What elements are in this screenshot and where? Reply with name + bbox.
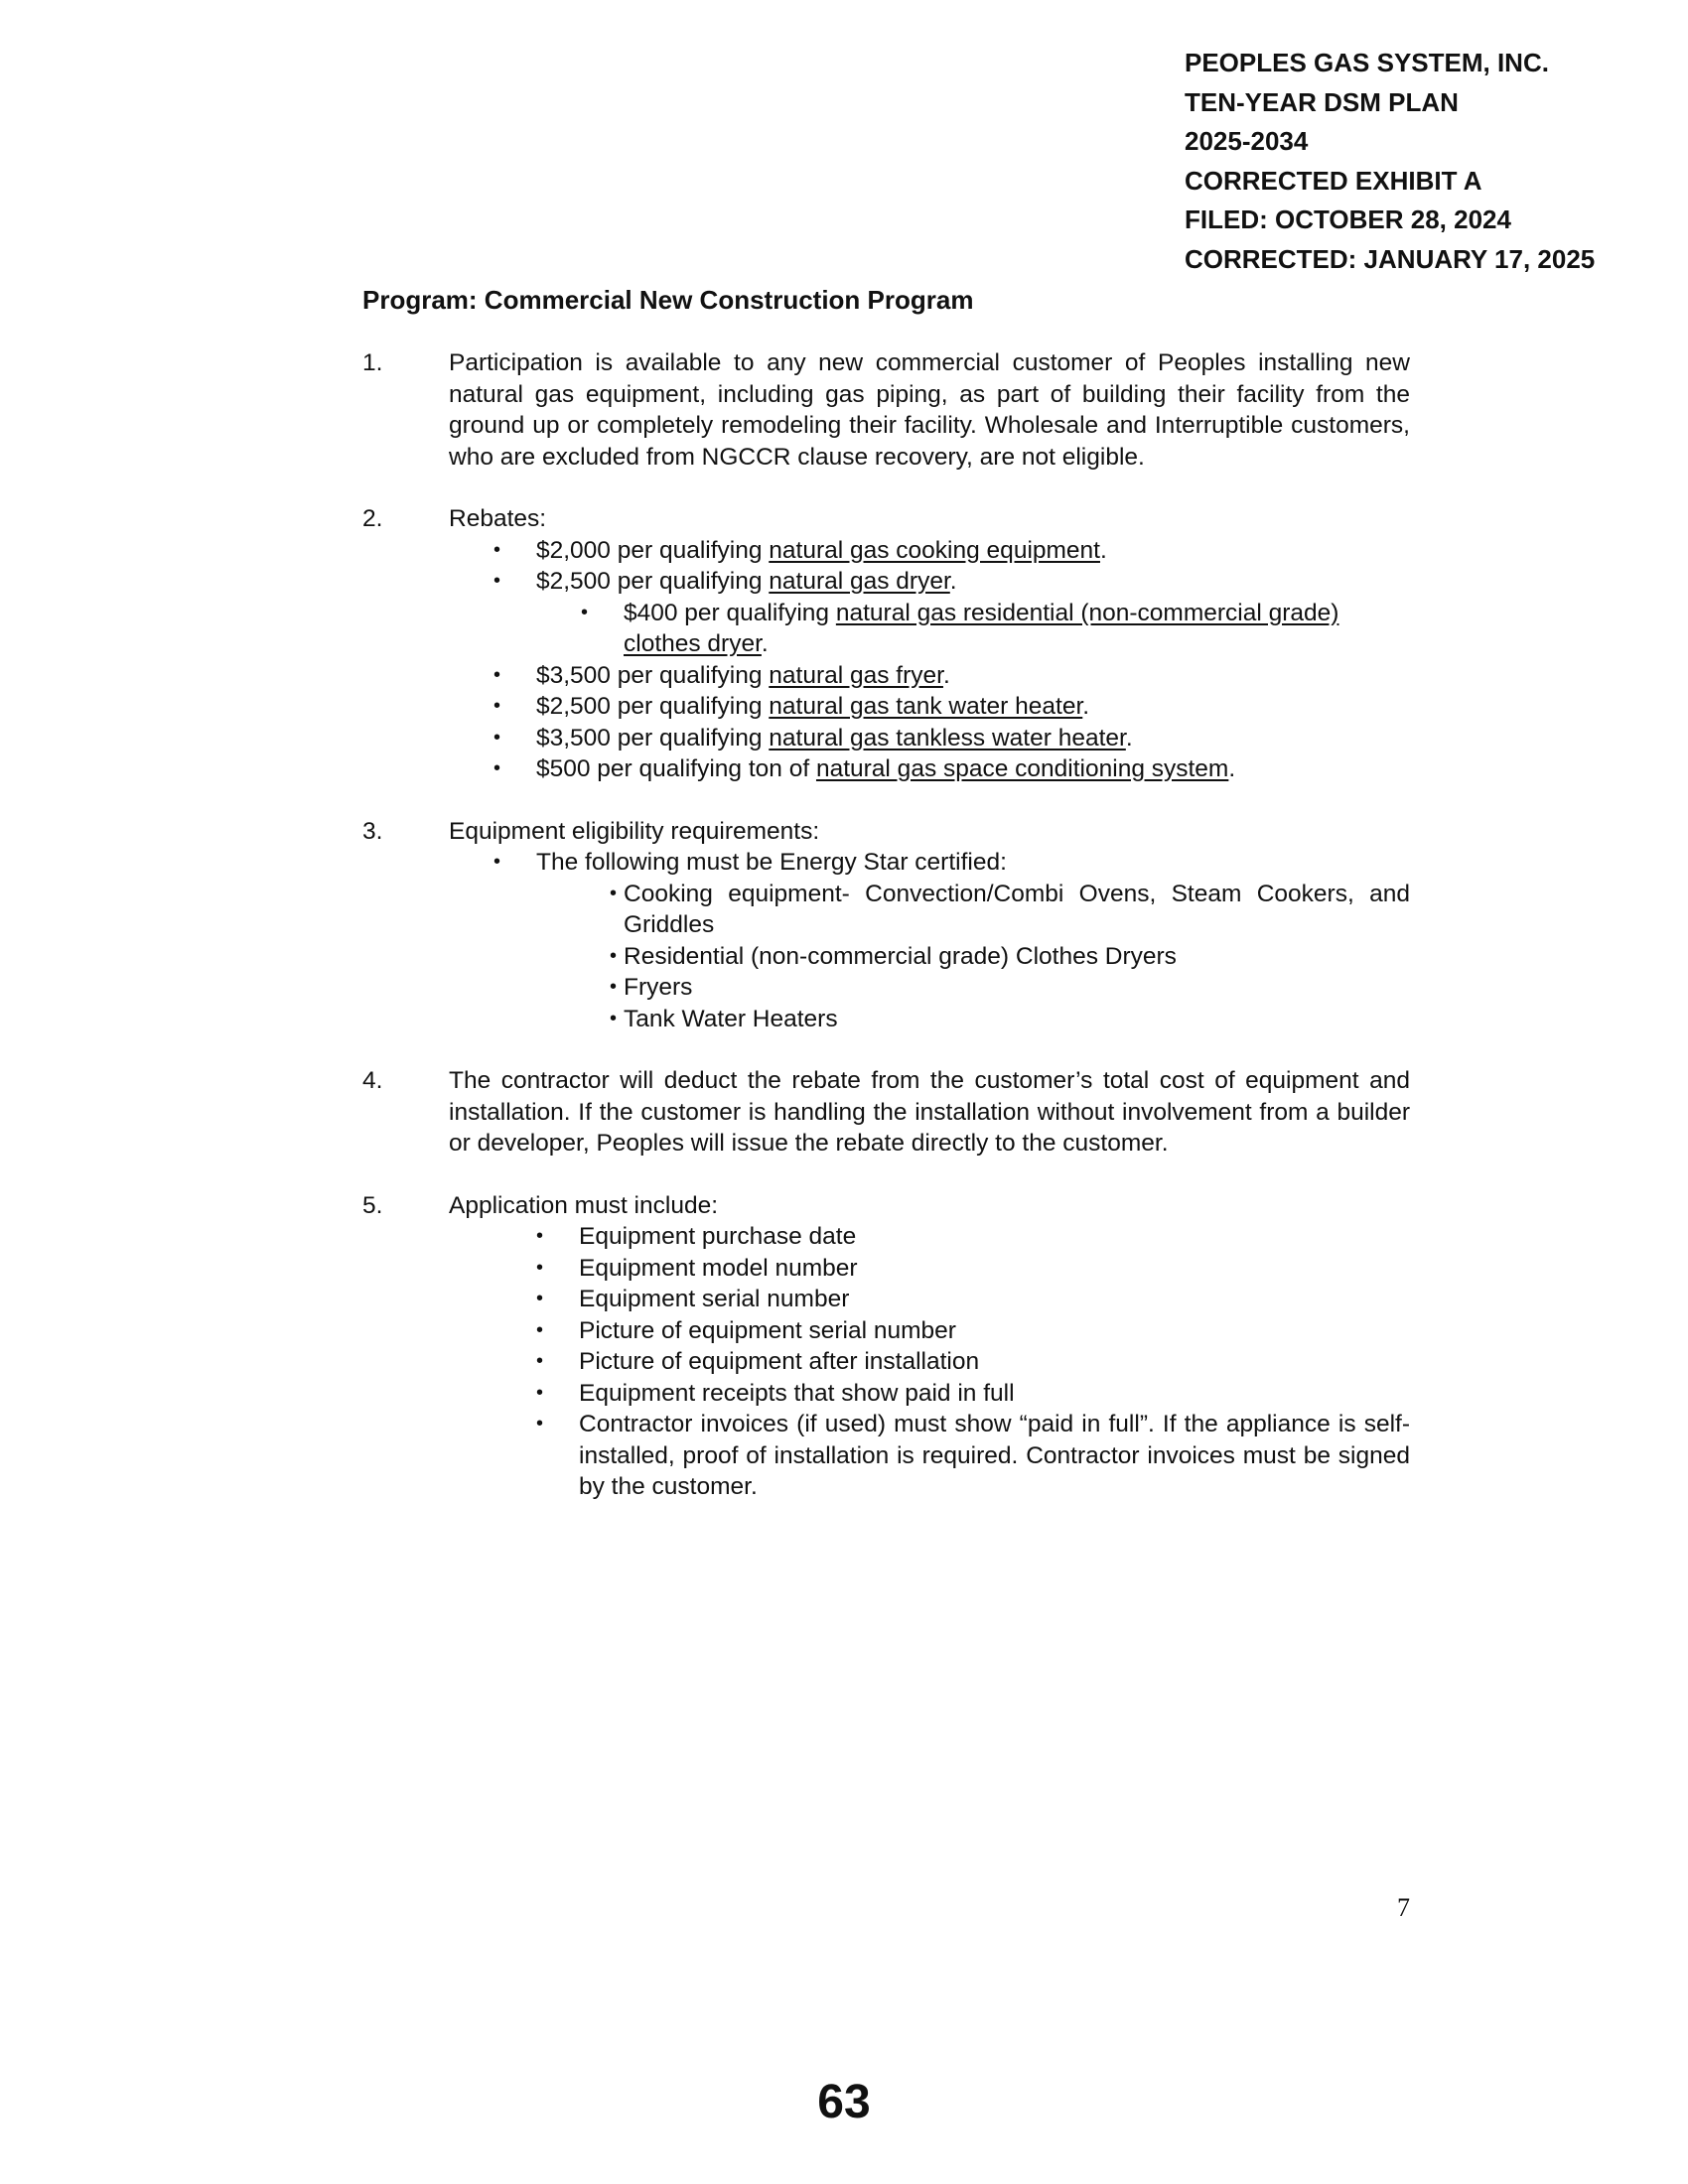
header-plan: TEN-YEAR DSM PLAN — [1185, 86, 1459, 117]
rebate-link-fryer[interactable]: natural gas fryer — [769, 661, 943, 689]
item-rebates — [362, 503, 1410, 785]
rebate-item: • $2,500 per qualifying natural gas tank water heater. — [449, 691, 1410, 723]
equipment-item: • Fryers — [536, 972, 1410, 1004]
eligibility-list — [449, 847, 1410, 1034]
bullet-icon: • — [610, 976, 618, 998]
header-exhibit: CORRECTED EXHIBIT A — [1185, 165, 1482, 196]
bullet-icon: • — [610, 1007, 618, 1029]
page-number: 7 — [1397, 1893, 1410, 1922]
rebate-item: • $500 per qualifying ton of natural gas space conditioning system. — [449, 753, 1410, 785]
bullet-icon: • — [493, 538, 501, 561]
bullet-icon: • — [493, 695, 501, 717]
header-company: PEOPLES GAS SYSTEM, INC. — [1185, 48, 1549, 77]
filing-header — [1185, 44, 1671, 279]
rebate-item: • $2,500 per qualifying natural gas dryer. • $400 per qualifying natural gas residential (non-commercial grade) clothes dryer. — [449, 566, 1410, 660]
header-corrected-date: CORRECTED: JANUARY 17, 2025 — [1185, 243, 1596, 274]
energy-star-equipment-list — [536, 879, 1410, 1035]
energy-star-label: The following must be Energy Star certified: — [536, 849, 1007, 876]
requirement-item: • Equipment serial number — [449, 1284, 1410, 1315]
requirement-item: • Equipment receipts that show paid in full — [449, 1378, 1410, 1410]
rebate-item: • $3,500 per qualifying natural gas tankless water heater. — [449, 723, 1410, 754]
item-participation — [362, 347, 1410, 473]
item-number: 1. — [362, 349, 383, 376]
requirement-item: • Contractor invoices (if used) must show “paid in full”. If the appliance is self-installed, proof of installation is required. Contractor invoices must be signed by the customer. — [536, 1411, 1410, 1500]
equipment-item: • Residential (non-commercial grade) Clothes Dryers — [536, 941, 1410, 973]
bullet-icon: • — [493, 663, 501, 686]
participation-text: Participation is available to any new commercial customer of Peoples installing new natural gas equipment, including gas piping, as part of building their facility from the ground up or completely remodeling their facility. Wholesale and Interruptible customers, who are excluded from NGCCR clause recovery, are not eligible. — [449, 349, 1410, 471]
rebate-sublist — [536, 598, 1410, 660]
item-number: 2. — [362, 505, 383, 532]
item-application — [362, 1190, 1410, 1503]
contractor-deduction-text: The contractor will deduct the rebate from the customer’s total cost of equipment and installation. If the customer is handling the installation without involvement from a builder or developer, Peoples will issue the rebate directly to the customer. — [449, 1067, 1410, 1157]
bullet-icon: • — [536, 1381, 544, 1404]
rebates-list — [449, 535, 1410, 785]
requirement-item: • Equipment model number — [449, 1253, 1410, 1285]
equipment-item: • Cooking equipment- Convection/Combi Ovens, Steam Cookers, and Griddles — [610, 880, 1410, 938]
rebate-item: • $2,000 per qualifying natural gas cooking equipment. — [449, 535, 1410, 567]
rebate-link-tankless-water-heater[interactable]: natural gas tankless water heater — [769, 724, 1126, 751]
header-filed-date: FILED: OCTOBER 28, 2024 — [1185, 205, 1511, 234]
requirement-item: • Equipment purchase date — [449, 1221, 1410, 1253]
bullet-icon: • — [493, 570, 501, 592]
program-title: Program: Commercial New Construction Program — [362, 285, 974, 315]
bullet-icon: • — [536, 1225, 544, 1247]
rebate-link-space-conditioning[interactable]: natural gas space conditioning system — [815, 755, 1229, 782]
application-requirements-list — [449, 1221, 1410, 1503]
rebate-item: • $3,500 per qualifying natural gas fryer. — [449, 660, 1410, 692]
application-label: Application must include: — [449, 1191, 719, 1219]
eligibility-item — [449, 847, 1410, 1034]
document-body — [362, 347, 1410, 1534]
bullet-icon: • — [610, 944, 618, 967]
rebate-link-tank-water-heater[interactable]: natural gas tank water heater — [769, 693, 1083, 720]
bullet-icon: • — [493, 851, 501, 873]
bullet-icon: • — [610, 882, 618, 904]
item-number: 3. — [362, 817, 383, 845]
bullet-icon: • — [536, 1288, 544, 1309]
bullet-icon: • — [536, 1256, 544, 1279]
item-eligibility — [362, 816, 1410, 1035]
item-number: 4. — [362, 1067, 383, 1094]
exhibit-page-stamp: 63 — [817, 2076, 871, 2128]
requirement-item: • Picture of equipment serial number — [449, 1315, 1410, 1347]
rebate-link-dryer[interactable]: natural gas dryer — [769, 568, 950, 595]
rebates-label: Rebates: — [449, 505, 547, 532]
rebate-subitem: • $400 per qualifying natural gas residential (non-commercial grade) clothes dryer. — [581, 599, 1339, 657]
equipment-item: • Tank Water Heaters — [536, 1004, 1410, 1035]
rebate-link-residential-dryer[interactable]: natural gas residential (non-commercial grade) clothes dryer — [624, 599, 1339, 657]
bullet-icon: • — [536, 1413, 544, 1434]
requirement-item: • Picture of equipment after installation — [449, 1346, 1410, 1378]
bullet-icon: • — [493, 757, 501, 779]
item-contractor-deduction — [362, 1065, 1410, 1160]
bullet-icon: • — [536, 1350, 544, 1372]
header-years: 2025-2034 — [1185, 126, 1309, 156]
bullet-icon: • — [493, 726, 501, 749]
rebate-link-cooking[interactable]: natural gas cooking equipment — [769, 536, 1100, 564]
eligibility-label: Equipment eligibility requirements: — [449, 817, 820, 845]
item-number: 5. — [362, 1191, 383, 1219]
bullet-icon: • — [536, 1318, 544, 1341]
bullet-icon: • — [581, 601, 589, 623]
